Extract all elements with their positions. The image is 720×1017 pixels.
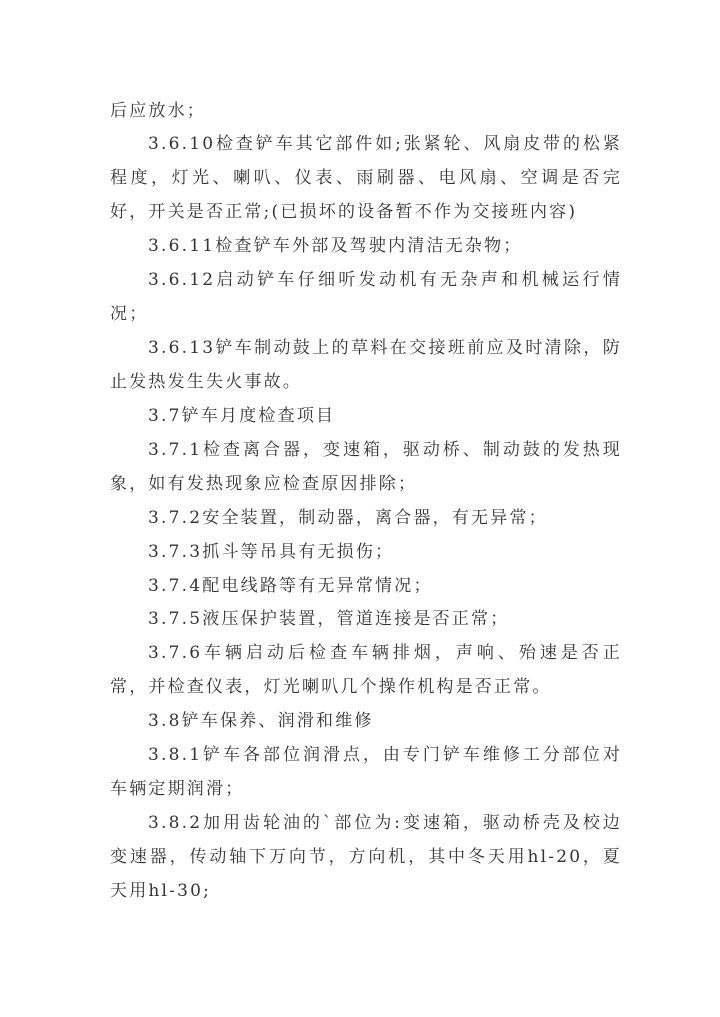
paragraph-3-7-5: 3.7.5液压保护装置，管道连接是否正常； — [148, 609, 510, 629]
paragraph-3-7-1: 3.7.1检查离合器，变速箱，驱动桥、制动鼓的发热现象，如有发热现象应检查原因排除； — [110, 440, 622, 494]
paragraph-3-8-1: 3.8.1铲车各部位润滑点，由专门铲车维修工分部位对车辆定期润滑； — [110, 745, 622, 799]
paragraph-3-7-2: 3.7.2安全装置，制动器，离合器，有无异常； — [148, 508, 548, 528]
paragraph-3-7-3: 3.7.3抓斗等吊具有无损伤； — [148, 542, 395, 562]
paragraph-3-6-10: 3.6.10检查铲车其它部件如;张紧轮、风扇皮带的松紧程度，灯光、喇叭、仪表、雨刷器、电风扇、空调是否完好，开关是否正常;(已损坏的设备暂不作为交接班内容) — [110, 134, 622, 222]
paragraph-water-drain: 后应放水； — [110, 101, 206, 121]
paragraph-3-7-6: 3.7.6车辆启动后检查车辆排烟，声响、殆速是否正常，并检查仪表，灯光喇叭几个操作机构是否正常。 — [110, 643, 622, 697]
paragraph-3-6-13: 3.6.13铲车制动鼓上的草料在交接班前应及时清除，防止发热发生失火事故。 — [110, 338, 622, 392]
paragraph-3-8-2: 3.8.2加用齿轮油的`部位为:变速箱，驱动桥壳及校边变速器，传动轴下万向节，方向机，其中冬天用hl-20，夏天用hl-30; — [110, 813, 622, 901]
section-heading-3-8: 3.8铲车保养、润滑和维修 — [148, 711, 374, 731]
paragraph-3-6-12: 3.6.12启动铲车仔细听发动机有无杂声和机械运行情况； — [110, 270, 622, 324]
section-heading-3-7: 3.7铲车月度检查项目 — [148, 406, 336, 426]
paragraph-3-7-4: 3.7.4配电线路等有无异常情况； — [148, 576, 433, 596]
paragraph-3-6-11: 3.6.11检查铲车外部及驾驶内清洁无杂物； — [148, 236, 523, 256]
